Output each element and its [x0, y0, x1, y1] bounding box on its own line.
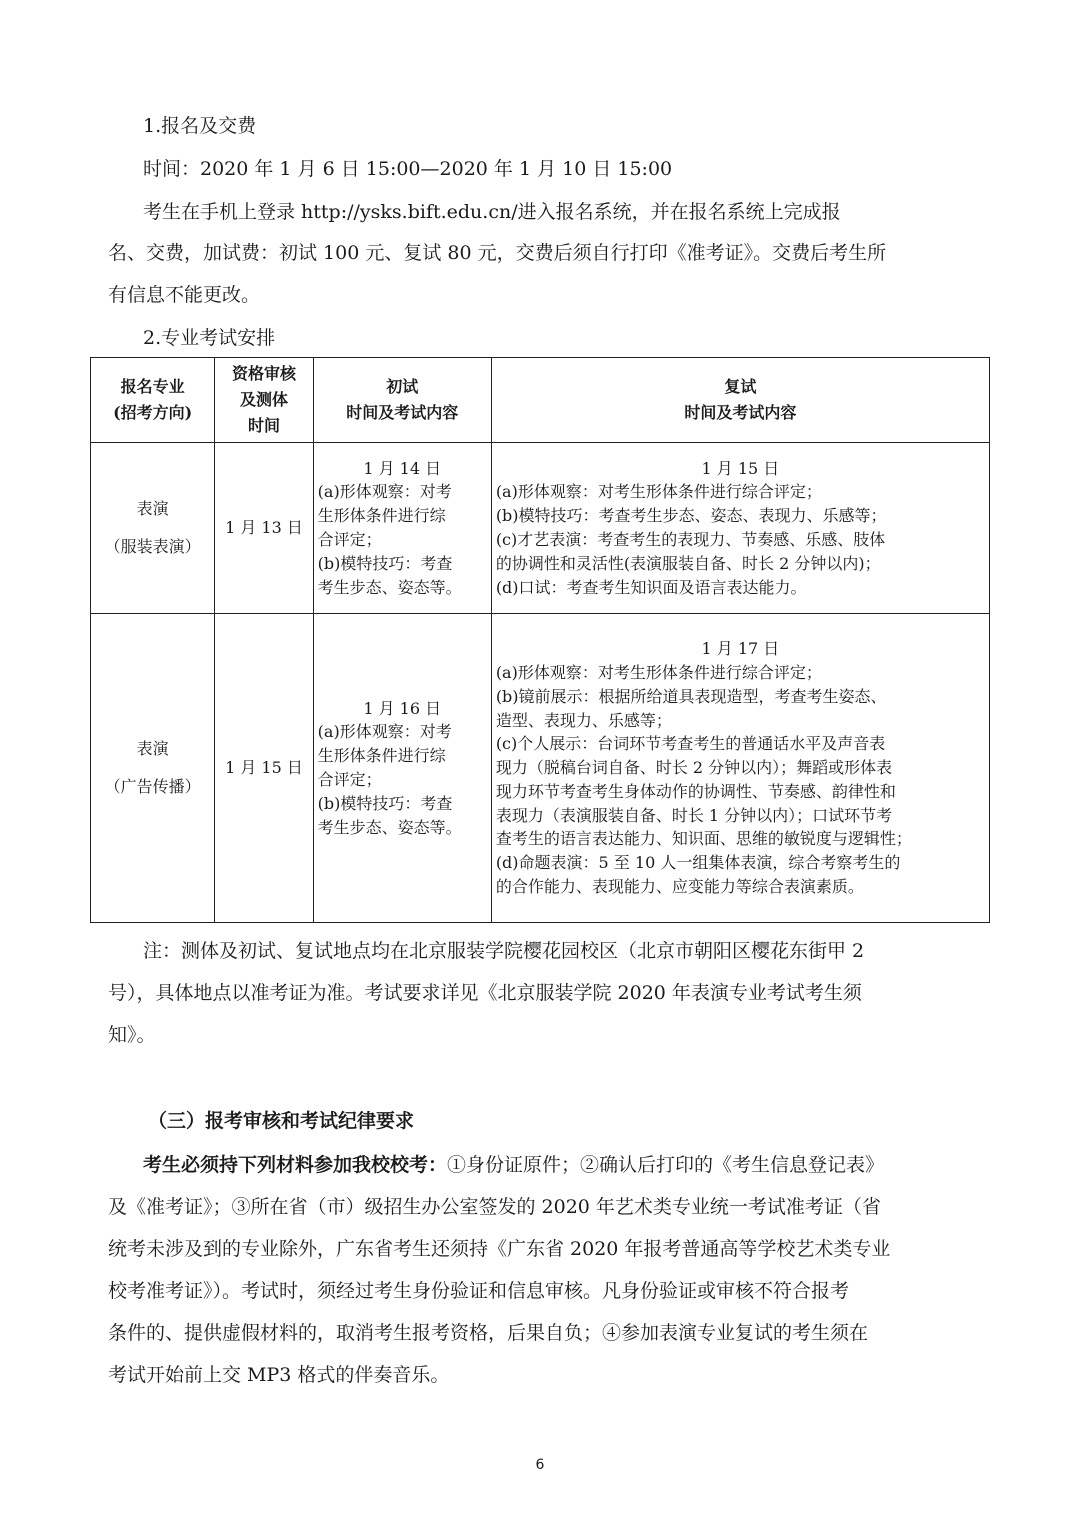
- page-number: 6: [535, 1457, 545, 1473]
- materials-line-6: 考试开始前上交 MP3 格式的伴奏音乐。: [108, 1364, 450, 1386]
- materials-line-5: 条件的、提供虚假材料的，取消考生报考资格，后果自负；④参加表演专业复试的考生须在: [108, 1322, 869, 1344]
- registration-text-line-2: 名、交费，加试费：初试 100 元、复试 80 元，交费后须自行打印《准考证》。交费后考生所: [108, 242, 887, 264]
- registration-text-line-1: 考生在手机上登录 http://ysks.bift.edu.cn/进入报名系统，并在报名系统上完成报: [143, 201, 841, 223]
- note-line-2: 号），具体地点以准考证为准。考试要求详见《北京服装学院 2020 年表演专业考试考生须: [108, 982, 862, 1004]
- table-row: [91, 443, 990, 614]
- registration-time: 时间：2020 年 1 月 6 日 15:00—2020 年 1 月 10 日 15:00: [143, 158, 673, 180]
- note-line-1: 注：测体及初试、复试地点均在北京服装学院樱花园校区（北京市朝阳区樱花东街甲 2: [143, 940, 865, 962]
- header-first-round: 初试 时间及考试内容: [313, 358, 491, 443]
- materials-line-2: 及《准考证》；③所在省（市）级招生办公室签发的 2020 年艺术类专业统一考试准考证（省: [108, 1196, 881, 1218]
- row-check-date: 1 月 15 日: [215, 614, 313, 923]
- materials-line-4: 校考准考证》）。考试时，须经过考生身份验证和信息审核。凡身份验证或审核不符合报考: [108, 1280, 850, 1302]
- row-major: 表演 （服装表演）: [91, 443, 215, 614]
- materials-line-3: 统考未涉及到的专业除外，广东省考生还须持《广东省 2020 年报考普通高等学校艺术类专业: [108, 1238, 891, 1260]
- materials-line-1-rest: ①身份证原件；②确认后打印的《考生信息登记表》: [447, 1154, 885, 1176]
- row-second-round: 1 月 17 日 (a)形体观察：对考生形体条件进行综合评定； (b)镜前展示：根据所给道具表现造型，考查考生姿态、 造型、表现力、乐感等； (c)个人展示：台词环节考查考生的普通话水平及声音表 现力（脱稿台词自备、时长 2 分钟以内）；舞蹈或形体表 现力环节考查考生身体动作的协调性、节奏感、韵律性和 表现力（表演服装自备、时长 1 分钟以内）；口试环节考 查考生的语言表达能力、知识面、思维的敏锐度与逻辑性； (d)命题表演：5 至 10 人一组集体表演，综合考察考生的 的合作能力、表现能力、应变能力等综合表演素质。: [491, 614, 989, 923]
- header-second-round: 复试 时间及考试内容: [491, 358, 989, 443]
- exam-schedule-table: [90, 357, 990, 923]
- header-check: 资格审核 及测体 时间: [215, 358, 313, 443]
- section-1-heading: 1.报名及交费: [143, 115, 257, 137]
- row-first-round: 1 月 14 日 (a)形体观察：对考 生形体条件进行综 合评定； (b)模特技巧：考查 考生步态、姿态等。: [313, 443, 491, 614]
- materials-lead: 考生必须持下列材料参加我校校考：: [143, 1154, 448, 1176]
- row-first-round: 1 月 16 日 (a)形体观察：对考 生形体条件进行综 合评定； (b)模特技巧：考查 考生步态、姿态等。: [313, 614, 491, 923]
- registration-text-line-3: 有信息不能更改。: [108, 284, 261, 306]
- row-major: 表演 （广告传播）: [91, 614, 215, 923]
- table-header-row: [91, 358, 990, 443]
- note-line-3: 知》。: [108, 1024, 156, 1046]
- header-major: 报名专业 (招考方向): [91, 358, 215, 443]
- section-2-heading: 2.专业考试安排: [143, 327, 276, 349]
- materials-line-1: [143, 1153, 884, 1177]
- table-row: [91, 614, 990, 923]
- row-check-date: 1 月 13 日: [215, 443, 313, 614]
- section-3-heading: （三）报考审核和考试纪律要求: [148, 1110, 415, 1132]
- row-second-round: 1 月 15 日 (a)形体观察：对考生形体条件进行综合评定； (b)模特技巧：考查考生步态、姿态、表现力、乐感等； (c)才艺表演：考查考生的表现力、节奏感、乐感、肢体 的协调性和灵活性(表演服装自备、时长 2 分钟以内)； (d)口试：考查考生知识面及语言表达能力。: [491, 443, 989, 614]
